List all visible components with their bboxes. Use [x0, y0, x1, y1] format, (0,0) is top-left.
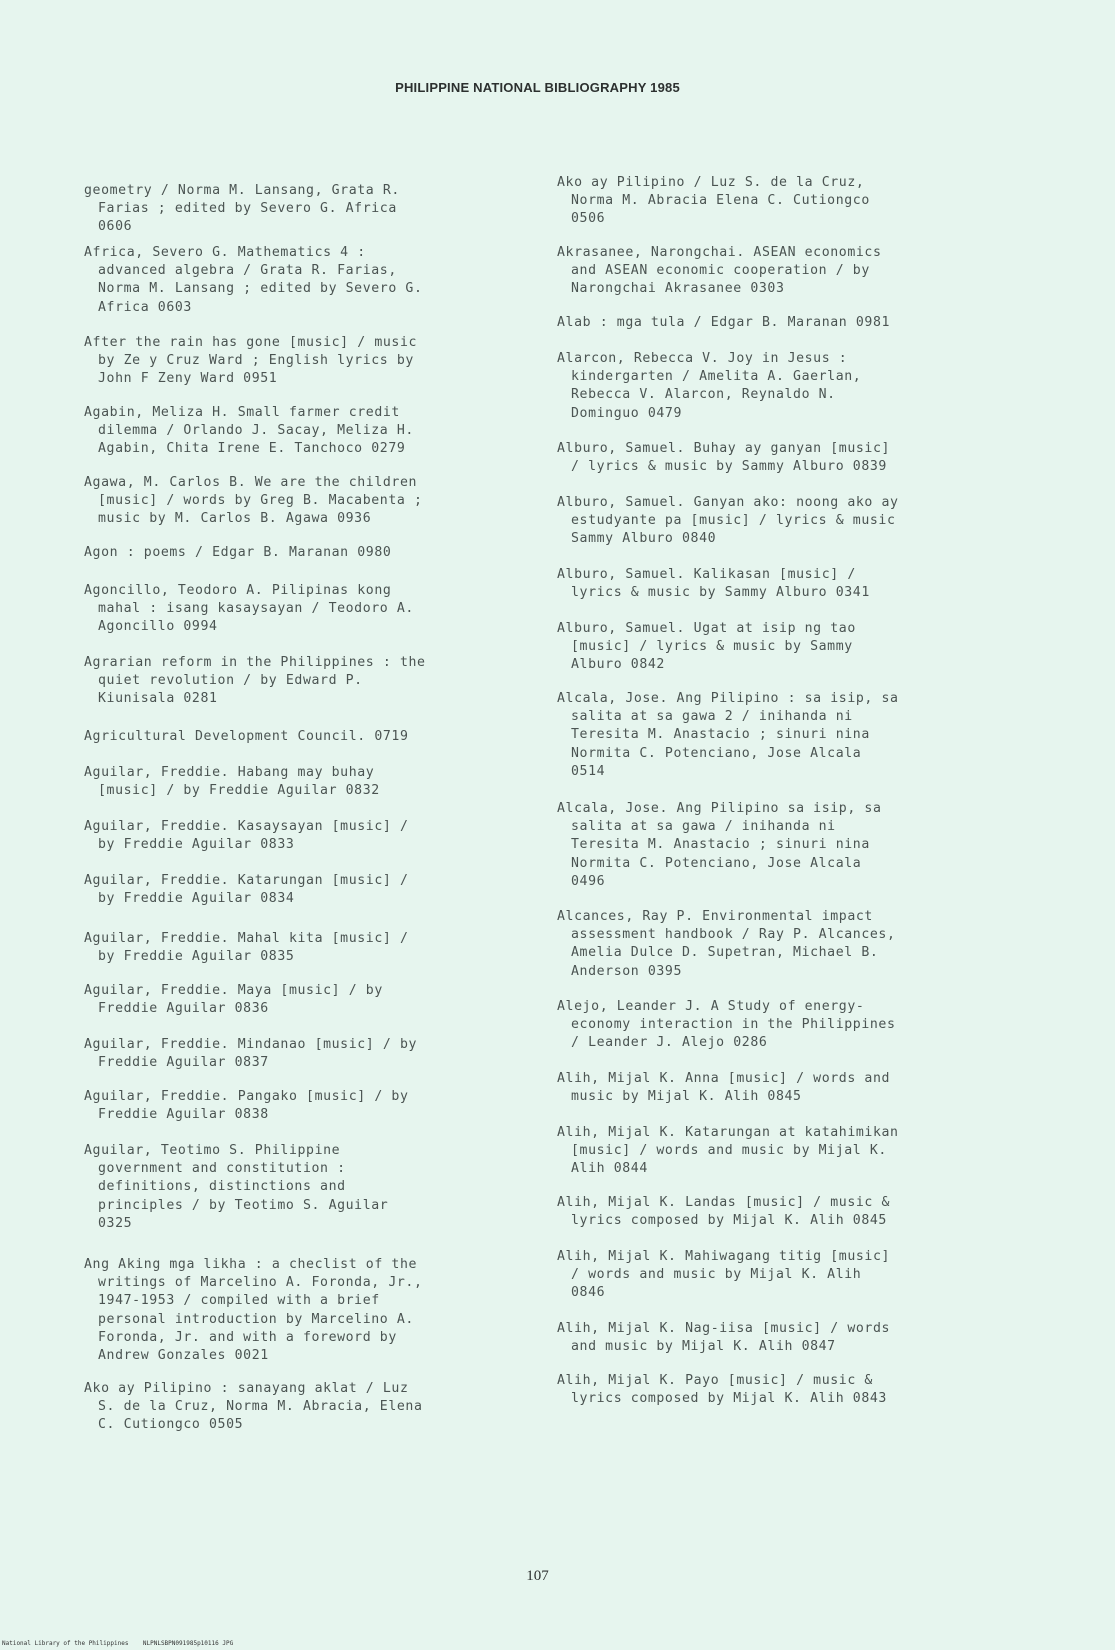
entry-line: Africa 0603 — [98, 299, 192, 315]
entry-line: principles / by Teotimo S. Aguilar — [98, 1197, 389, 1213]
entry-line: Teresita M. Anastacio ; sinuri nina — [571, 837, 870, 853]
entry-line: kindergarten / Amelita A. Gaerlan, — [571, 369, 862, 385]
entry-line: Aguilar, Freddie. Kasaysayan [music] / — [84, 819, 409, 834]
bibliography-entry — [557, 440, 1001, 476]
entry-line: music by Mijal K. Alih 0845 — [571, 1089, 802, 1105]
entry-line: mahal : isang kasaysayan / Teodoro A. — [98, 601, 414, 617]
entry-line: Agawa, M. Carlos B. We are the children — [84, 475, 418, 490]
entry-line: by Freddie Aguilar 0835 — [98, 949, 295, 965]
entry-line: lyrics composed by Mijal K. Alih 0845 — [571, 1213, 887, 1229]
entry-line: Aguilar, Freddie. Mindanao [music] / by — [84, 1037, 418, 1052]
entry-line: Agrarian reform in the Philippines : the — [84, 655, 426, 670]
entry-line: Teresita M. Anastacio ; sinuri nina — [571, 727, 870, 743]
entry-line: by Freddie Aguilar 0834 — [98, 891, 295, 907]
entry-line: / words and music by Mijal K. Alih — [571, 1267, 862, 1283]
bibliography-entry — [84, 818, 528, 854]
entry-line: 0506 — [571, 211, 606, 227]
bibliography-entry — [557, 1194, 1001, 1230]
entry-line: Alih, Mijal K. Nag-iisa [music] / words — [557, 1321, 891, 1336]
bibliography-entry — [84, 930, 528, 966]
entry-line: Ako ay Pilipino : sanayang aklat / Luz — [84, 1381, 409, 1396]
entry-line: Aguilar, Teotimo S. Philippine — [84, 1143, 341, 1158]
entry-line: assessment handbook / Ray P. Alcances, — [571, 927, 896, 943]
page-number: 107 — [526, 1568, 549, 1584]
bibliography-entry — [84, 544, 528, 562]
entry-line: geometry / Norma M. Lansang, Grata R. — [84, 183, 400, 198]
bibliography-entry — [557, 1124, 1001, 1179]
entry-line: Narongchai Akrasanee 0303 — [571, 281, 785, 297]
entry-line: [music] / lyrics & music by Sammy — [571, 639, 853, 655]
entry-line: Alcances, Ray P. Environmental impact — [557, 909, 873, 924]
entry-line: Agabin, Chita Irene E. Tanchoco 0279 — [98, 441, 406, 457]
entry-line: lyrics composed by Mijal K. Alih 0843 — [571, 1391, 887, 1407]
entry-line: Alih, Mijal K. Landas [music] / music & — [557, 1195, 891, 1210]
entry-line: 0496 — [571, 873, 606, 889]
entry-line: Agoncillo, Teodoro A. Pilipinas kong — [84, 583, 392, 598]
bibliography-entry — [557, 1372, 1001, 1408]
entry-line: Agricultural Development Council. 0719 — [84, 729, 409, 744]
entry-line: Ako ay Pilipino / Luz S. de la Cruz, — [557, 175, 865, 190]
entry-line: economy interaction in the Philippines — [571, 1017, 896, 1033]
entry-line: Aguilar, Freddie. Maya [music] / by — [84, 983, 383, 998]
entry-line: Sammy Alburo 0840 — [571, 531, 717, 547]
bibliography-entry — [84, 728, 528, 746]
entry-line: Freddie Aguilar 0838 — [98, 1107, 269, 1123]
bibliography-entry — [557, 350, 1001, 423]
bibliography-entry — [84, 1088, 528, 1124]
bibliography-entry — [557, 800, 1001, 891]
entry-line: Alcala, Jose. Ang Pilipino : sa isip, sa — [557, 691, 899, 706]
bibliography-entry — [557, 1070, 1001, 1106]
entry-line: / Leander J. Alejo 0286 — [571, 1035, 768, 1051]
bibliography-entry — [84, 1256, 528, 1365]
bibliography-entry — [84, 1036, 528, 1072]
bibliography-entry — [84, 654, 528, 709]
bibliography-entry — [84, 582, 528, 637]
entry-line: salita at sa gawa 2 / inihanda ni — [571, 709, 853, 725]
entry-line: 0606 — [98, 219, 133, 235]
entry-line: writings of Marcelino A. Foronda, Jr., — [98, 1275, 423, 1291]
entry-line: Alab : mga tula / Edgar B. Maranan 0981 — [557, 315, 891, 330]
entry-line: Kiunisala 0281 — [98, 691, 218, 707]
entry-line: Agon : poems / Edgar B. Maranan 0980 — [84, 545, 392, 560]
entry-line: Andrew Gonzales 0021 — [98, 1348, 269, 1364]
entry-line: Ang Aking mga likha : a checlist of the — [84, 1257, 418, 1272]
bibliography-entry — [557, 620, 1001, 675]
entry-line: and ASEAN economic cooperation / by — [571, 263, 870, 279]
bibliography-entry — [84, 982, 528, 1018]
bibliography-entry — [557, 566, 1001, 602]
entry-line: Farias ; edited by Severo G. Africa — [98, 201, 397, 217]
entry-line: S. de la Cruz, Norma M. Abracia, Elena — [98, 1399, 423, 1415]
entry-line: and music by Mijal K. Alih 0847 — [571, 1339, 836, 1355]
entry-line: Africa, Severo G. Mathematics 4 : — [84, 245, 366, 260]
entry-line: 1947-1953 / compiled with a brief — [98, 1293, 380, 1309]
entry-line: Alburo, Samuel. Kalikasan [music] / — [557, 567, 856, 582]
entry-line: by Freddie Aguilar 0833 — [98, 837, 295, 853]
entry-line: Agabin, Meliza H. Small farmer credit — [84, 405, 400, 420]
entry-line: Alburo, Samuel. Ugat at isip ng tao — [557, 621, 856, 636]
bibliography-entry — [84, 872, 528, 908]
entry-line: John F Zeny Ward 0951 — [98, 371, 278, 387]
entry-line: Alburo, Samuel. Buhay ay ganyan [music] — [557, 441, 891, 456]
bibliography-entry — [84, 182, 528, 237]
entry-line: Amelia Dulce D. Supetran, Michael B. — [571, 945, 879, 961]
entry-line: Alih, Mijal K. Payo [music] / music & — [557, 1373, 873, 1388]
entry-line: Alih, Mijal K. Anna [music] / words and — [557, 1071, 891, 1086]
scan-footer: National Library of the Philippines NLPNLSBPN091985p10116 JPG — [2, 1640, 234, 1647]
entry-line: Norma M. Lansang ; edited by Severo G. — [98, 281, 423, 297]
entry-line: [music] / words and music by Mijal K. — [571, 1143, 887, 1159]
bibliography-entry — [84, 404, 528, 459]
entry-line: salita at sa gawa / inihanda ni — [571, 819, 836, 835]
entry-line: Norma M. Abracia Elena C. Cutiongco — [571, 193, 870, 209]
entry-line: Akrasanee, Narongchai. ASEAN economics — [557, 245, 882, 260]
entry-line: estudyante pa [music] / lyrics & music — [571, 513, 896, 529]
entry-line: Aguilar, Freddie. Mahal kita [music] / — [84, 931, 409, 946]
entry-line: lyrics & music by Sammy Alburo 0341 — [571, 585, 870, 601]
entry-line: Dominguo 0479 — [571, 405, 683, 421]
bibliography-entry — [84, 244, 528, 317]
bibliography-entry — [557, 690, 1001, 781]
bibliography-entry — [557, 174, 1001, 229]
entry-line: C. Cutiongco 0505 — [98, 1417, 244, 1433]
entry-line: Aguilar, Freddie. Habang may buhay — [84, 765, 375, 780]
entry-line: 0325 — [98, 1215, 133, 1231]
entry-line: advanced algebra / Grata R. Farias, — [98, 263, 397, 279]
entry-line: [music] / words by Greg B. Macabenta ; — [98, 493, 423, 509]
entry-line: [music] / by Freddie Aguilar 0832 — [98, 783, 380, 799]
bibliography-entry — [84, 1380, 528, 1435]
entry-line: Alburo, Samuel. Ganyan ako: noong ako ay — [557, 495, 899, 510]
bibliography-entry — [84, 1142, 528, 1233]
entry-line: Freddie Aguilar 0836 — [98, 1001, 269, 1017]
entry-line: Alih 0844 — [571, 1161, 648, 1177]
bibliography-entry — [84, 764, 528, 800]
entry-line: government and constitution : — [98, 1161, 346, 1177]
entry-line: quiet revolution / by Edward P. — [98, 673, 363, 689]
entry-line: by Ze y Cruz Ward ; English lyrics by — [98, 353, 414, 369]
entry-line: personal introduction by Marcelino A. — [98, 1311, 414, 1327]
page-header: PHILIPPINE NATIONAL BIBLIOGRAPHY 1985 — [395, 80, 680, 95]
bibliography-entry — [557, 1248, 1001, 1303]
entry-line: music by M. Carlos B. Agawa 0936 — [98, 511, 372, 527]
entry-line: Alejo, Leander J. A Study of energy- — [557, 999, 865, 1014]
bibliography-entry — [557, 908, 1001, 981]
entry-line: Agoncillo 0994 — [98, 619, 218, 635]
bibliography-entry — [557, 1320, 1001, 1356]
entry-line: Freddie Aguilar 0837 — [98, 1055, 269, 1071]
bibliography-entry — [557, 998, 1001, 1053]
entry-line: 0846 — [571, 1285, 606, 1301]
bibliography-entry — [84, 474, 528, 529]
entry-line: Alarcon, Rebecca V. Joy in Jesus : — [557, 351, 848, 366]
entry-line: 0514 — [571, 763, 606, 779]
entry-line: Foronda, Jr. and with a foreword by — [98, 1329, 397, 1345]
entry-line: definitions, distinctions and — [98, 1179, 346, 1195]
entry-line: Aguilar, Freddie. Pangako [music] / by — [84, 1089, 409, 1104]
entry-line: Normita C. Potenciano, Jose Alcala — [571, 745, 862, 761]
bibliography-entry — [557, 314, 1001, 332]
entry-line: Alih, Mijal K. Katarungan at katahimikan — [557, 1125, 899, 1140]
entry-line: Aguilar, Freddie. Katarungan [music] / — [84, 873, 409, 888]
entry-line: Alih, Mijal K. Mahiwagang titig [music] — [557, 1249, 891, 1264]
bibliography-entry — [557, 244, 1001, 299]
entry-line: dilemma / Orlando J. Sacay, Meliza H. — [98, 423, 414, 439]
entry-line: Normita C. Potenciano, Jose Alcala — [571, 855, 862, 871]
entry-line: Alcala, Jose. Ang Pilipino sa isip, sa — [557, 801, 882, 816]
entry-line: / lyrics & music by Sammy Alburo 0839 — [571, 459, 887, 475]
entry-line: After the rain has gone [music] / music — [84, 335, 418, 350]
bibliography-entry — [557, 494, 1001, 549]
entry-line: Alburo 0842 — [571, 657, 665, 673]
entry-line: Anderson 0395 — [571, 963, 683, 979]
bibliography-entry — [84, 334, 528, 389]
entry-line: Rebecca V. Alarcon, Reynaldo N. — [571, 387, 836, 403]
